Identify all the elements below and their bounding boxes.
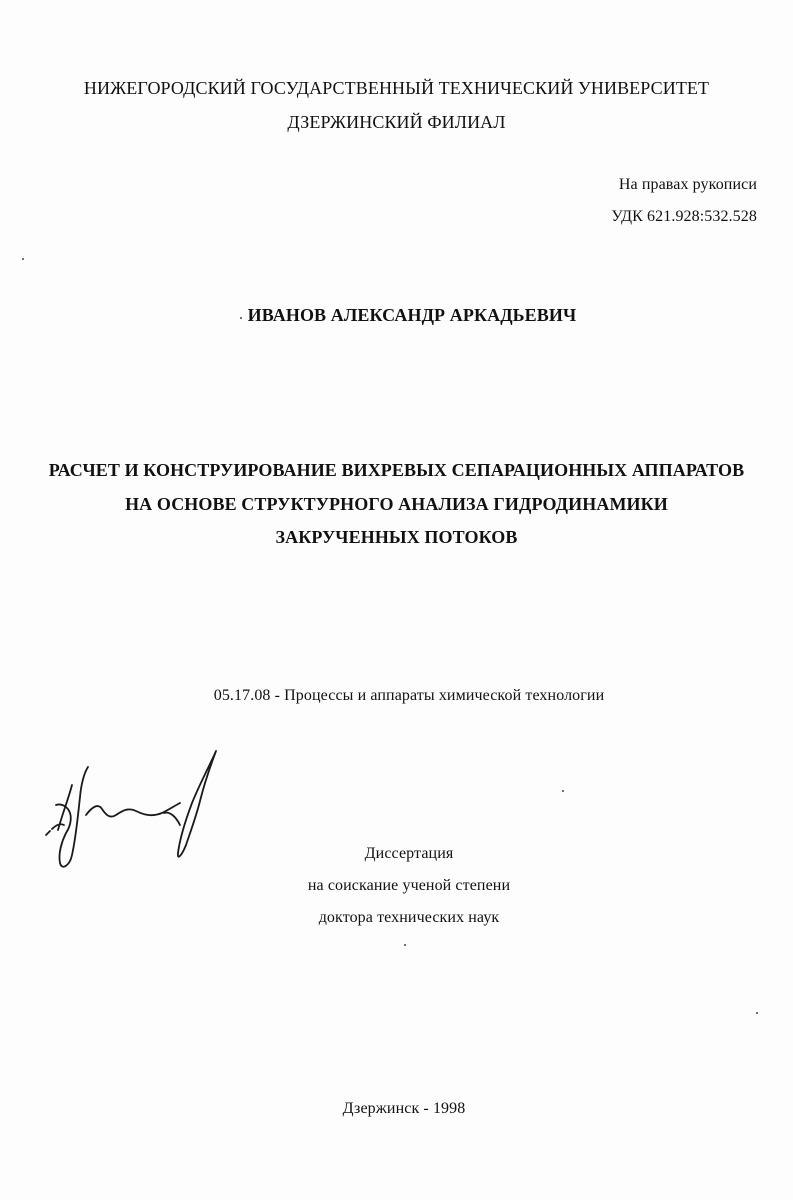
city-year: Дзержинск - 1998 [342, 1100, 466, 1117]
title-line-3: ЗАКРУЧЕННЫХ ПОТОКОВ [275, 527, 518, 547]
scan-speck [562, 790, 564, 792]
degree-line-2: на соискание ученой степени [307, 877, 511, 894]
degree-line-3: доктора технических наук [318, 909, 500, 926]
specialty-code: 05.17.08 - Процессы и аппараты химической технологии [213, 687, 605, 704]
manuscript-rights-note: На правах рукописи [618, 176, 757, 193]
scan-speck [404, 944, 406, 946]
scan-speck [756, 1012, 758, 1014]
author-name: ИВАНОВ АЛЕКСАНДР АРКАДЬЕВИЧ [247, 305, 577, 325]
branch-name: ДЗЕРЖИНСКИЙ ФИЛИАЛ [287, 112, 506, 132]
scan-speck [22, 258, 24, 260]
udc-code: УДК 621.928:532.528 [611, 208, 757, 225]
university-name: НИЖЕГОРОДСКИЙ ГОСУДАРСТВЕННЫЙ ТЕХНИЧЕСКИЙ УНИВЕРСИТЕТ [83, 78, 710, 98]
title-line-1: РАСЧЕТ И КОНСТРУИРОВАНИЕ ВИХРЕВЫХ СЕПАРАЦИОННЫХ АППАРАТОВ [48, 460, 745, 480]
title-line-2: НА ОСНОВЕ СТРУКТУРНОГО АНАЛИЗА ГИДРОДИНАМИКИ [125, 494, 668, 514]
degree-line-1: Диссертация [364, 845, 454, 862]
scan-speck [240, 317, 242, 319]
